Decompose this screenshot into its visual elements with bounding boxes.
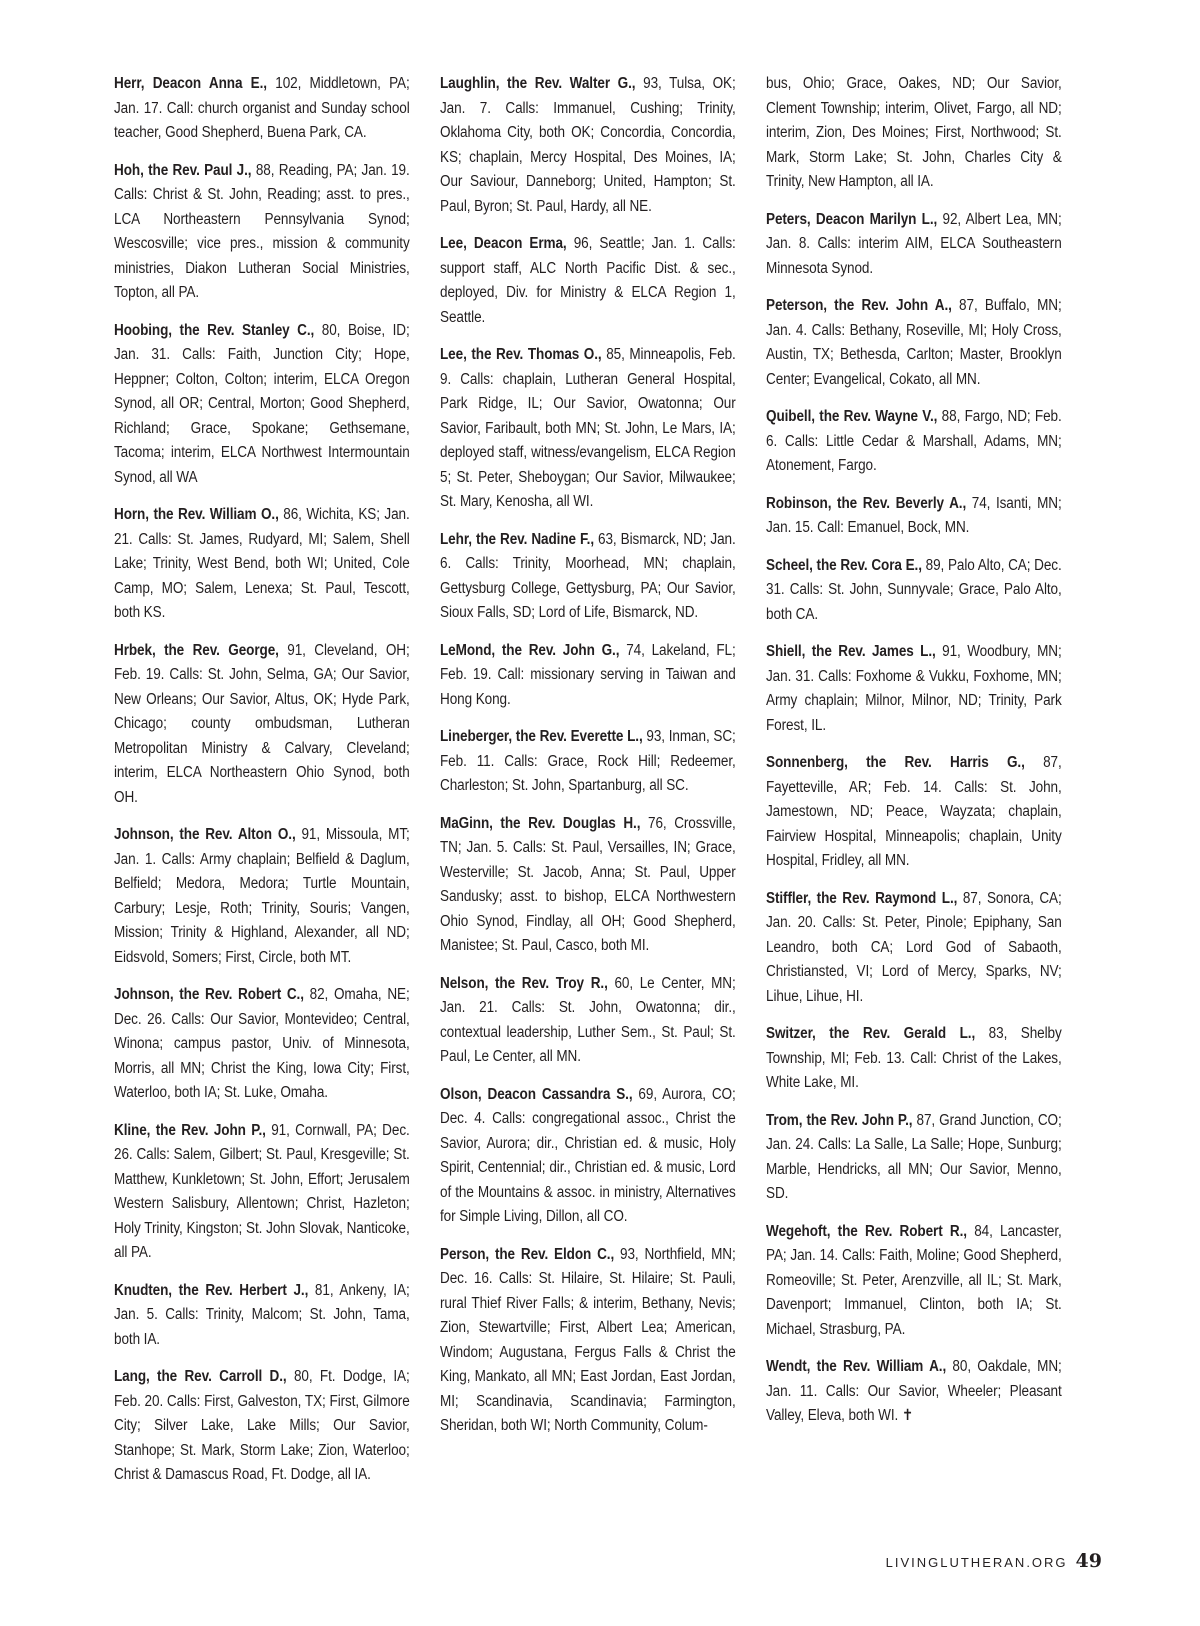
entry-details: 88, Fargo, ND; Feb. 6. Calls: Little Cedar & Marshall, Adams, MN; Atonement, Fargo. [766, 408, 1062, 474]
obituary-entry [440, 232, 736, 330]
entry-details: 76, Crossville, TN; Jan. 5. Calls: St. Paul, Versailles, IN; Grace, Westerville; St. Jacob, Anna; St. Paul, Upper Sandusky; asst. to bishop, ELCA Northwestern Ohio Synod, Findlay, all OH; Good Shepherd, Manistee; St. Paul, Casco, both MI. [440, 814, 736, 954]
obituary-entry [766, 72, 1062, 195]
obituary-column-3 [766, 72, 1062, 1442]
obituary-entry [440, 725, 736, 799]
entry-details: 83, Shelby Township, MI; Feb. 13. Call: Christ of the Lakes, White Lake, MI. [766, 1025, 1062, 1091]
obituary-column-1 [114, 72, 410, 1501]
entry-details: 89, Palo Alto, CA; Dec. 31. Calls: St. John, Sunnyvale; Grace, Palo Alto, both CA. [766, 556, 1062, 623]
entry-details: 91, Woodbury, MN; Jan. 31. Calls: Foxhome & Vukku, Foxhome, MN; Army chaplain; Milnor, Milnor, ND; Trinity, Park Forest, IL. [766, 643, 1062, 734]
obituary-entry [766, 640, 1062, 738]
entry-name: Scheel, the Rev. Cora E., [766, 556, 922, 574]
entry-name: Shiell, the Rev. James L., [766, 643, 936, 660]
obituary-entry [440, 528, 736, 626]
obituary-entry [440, 72, 736, 219]
entry-name: Hoh, the Rev. Paul J., [114, 161, 252, 179]
entry-name: Wendt, the Rev. William A., [766, 1358, 947, 1375]
entry-name: Lineberger, the Rev. Everette L., [440, 728, 643, 745]
obituary-entry [766, 294, 1062, 392]
entry-name: Wegehoft, the Rev. Robert R., [766, 1222, 967, 1240]
entry-details: 86, Wichita, KS; Jan. 21. Calls: St. James, Rudyard, MI; Salem, Shell Lake; Trinity, West Bend, both WI; United, Cole Camp, MO; Salem, Lenexa; St. Paul, Tescott, both KS. [114, 506, 410, 621]
entry-name: Horn, the Rev. William O., [114, 506, 279, 523]
obituary-entry [440, 1083, 736, 1230]
entry-name: Switzer, the Rev. Gerald L., [766, 1025, 976, 1042]
obituary-entry [766, 554, 1062, 628]
entry-name: Knudten, the Rev. Herbert J., [114, 1281, 309, 1299]
obituary-entry [114, 1279, 410, 1353]
entry-name: Person, the Rev. Eldon C., [440, 1245, 615, 1263]
entry-details: 93, Inman, SC; Feb. 11. Calls: Grace, Rock Hill; Redeemer, Charleston; St. John, Spartanburg, all SC. [440, 728, 736, 794]
entry-details: 87, Sonora, CA; Jan. 20. Calls: St. Peter, Pinole; Epiphany, San Leandro, both CA; Lord God of Sabaoth, Christiansted, VI; Lord of Mercy, Sparks, NV; Lihue, Lihue, HI. [766, 889, 1062, 1005]
entry-name: MaGinn, the Rev. Douglas H., [440, 814, 641, 832]
obituary-entry [114, 1365, 410, 1488]
obituary-entry [114, 159, 410, 306]
obituary-entry [114, 639, 410, 811]
obituary-entry [766, 405, 1062, 479]
entry-name: Peters, Deacon Marilyn L., [766, 210, 938, 228]
entry-name: Johnson, the Rev. Alton O., [114, 826, 296, 843]
entry-details: 60, Le Center, MN; Jan. 21. Calls: St. John, Owatonna; dir., contextual leadership, Luther Sem., St. Paul; St. Paul, Le Center, all MN. [440, 974, 736, 1065]
obituary-entry [440, 972, 736, 1070]
obituary-entry [766, 1109, 1062, 1207]
obituary-column-2 [440, 72, 736, 1452]
entry-details: 81, Ankeny, IA; Jan. 5. Calls: Trinity, Malcom; St. John, Tama, both IA. [114, 1281, 410, 1348]
page-footer [886, 1550, 1102, 1572]
obituary-entry [440, 639, 736, 713]
obituary-entry [440, 1243, 736, 1439]
entry-details: 74, Lakeland, FL; Feb. 19. Call: missionary serving in Taiwan and Hong Kong. [440, 641, 736, 708]
footer-website: LIVINGLUTHERAN.ORG [885, 1555, 1068, 1570]
obituary-entry [440, 343, 736, 515]
obituary-entry [114, 503, 410, 626]
obituary-entry [114, 319, 410, 491]
entry-name: Nelson, the Rev. Troy R., [440, 974, 608, 992]
entry-name: Sonnenberg, the Rev. Harris G., [766, 754, 1025, 771]
entry-name: Lang, the Rev. Carroll D., [114, 1368, 287, 1385]
entry-name: Stiffler, the Rev. Raymond L., [766, 889, 958, 907]
entry-name: Laughlin, the Rev. Walter G., [440, 75, 636, 92]
entry-details: 93, Tulsa, OK; Jan. 7. Calls: Immanuel, Cushing; Trinity, Oklahoma City, both OK; Concordia, Concordia, KS; chaplain, Mercy Hospital, Des Moines, IA; Our Saviour, Danneborg; United, Hampton; St. Paul, Byron; St. Paul, Hardy, all NE. [440, 75, 736, 215]
entry-details: 91, Cornwall, PA; Dec. 26. Calls: Salem, Gilbert; St. Paul, Kresgeville; St. Matthew, Kunkletown; St. John, Effort; Jerusalem Western Salisbury, Allentown; Christ, Hazleton; Holy Trinity, Kingston; St. John Slovak, Nanticoke, all PA. [114, 1121, 410, 1261]
obituary-entry [766, 1355, 1062, 1429]
entry-name: Trom, the Rev. John P., [766, 1111, 913, 1129]
obituary-entry [766, 887, 1062, 1010]
entry-details: 69, Aurora, CO; Dec. 4. Calls: congregational assoc., Christ the Savior, Aurora; dir., Christian ed. & music, Holy Spirit, Centennial; dir., Christian ed. & music, Lord of the Mountains & assoc. in ministry, Alternatives for Simple Living, Dillon, all CO. [440, 1085, 736, 1225]
entry-name: Hoobing, the Rev. Stanley C., [114, 321, 315, 339]
entry-details: 102, Middletown, PA; Jan. 17. Call: church organist and Sunday school teacher, Good Shepherd, Buena Park, CA. [114, 75, 410, 141]
entry-details: bus, Ohio; Grace, Oakes, ND; Our Savior, Clement Township; interim, Olivet, Fargo, all ND; interim, Zion, Des Moines; First, Northwood; St. Mark, Storm Lake; St. John, Charles City & Trinity, New Hampton, all IA. [766, 75, 1062, 190]
entry-details: 87, Grand Junction, CO; Jan. 24. Calls: La Salle, La Salle; Hope, Sunburg; Marble, Hendricks, all MN; Our Savior, Menno, SD. [766, 1111, 1062, 1202]
entry-details: 87, Buffalo, MN; Jan. 4. Calls: Bethany, Roseville, MI; Holy Cross, Austin, TX; Bethesda, Carlton; Master, Brooklyn Center; Evangelical, Cokato, all MN. [766, 297, 1062, 388]
obituary-entry [766, 208, 1062, 282]
entry-details: 85, Minneapolis, Feb. 9. Calls: chaplain, Lutheran General Hospital, Park Ridge, IL; Our Savior, Owatonna; Our Savior, Faribault, both MN; St. John, Le Mars, IA; deployed staff, witness/evangelism, ELCA Region 5; St. Peter, Sheboygan; Our Savior, Milwaukee; St. Mary, Kenosha, all WI. [440, 346, 736, 510]
entry-details: 91, Cleveland, OH; Feb. 19. Calls: St. John, Selma, GA; Our Savior, New Orleans; Our Savior, Altus, OK; Hyde Park, Chicago; county ombudsman, Lutheran Metropolitan Ministry & Calvary, Cleveland; interim, ELCA Northeastern Ohio Synod, both OH. [114, 641, 410, 806]
entry-name: Lee, the Rev. Thomas O., [440, 346, 602, 363]
entry-details: 87, Fayetteville, AR; Feb. 14. Calls: St. John, Jamestown, ND; Peace, Wayzata; chaplain, Fairview Hospital, Minneapolis; chaplain, Unity Hospital, Fridley, all MN. [766, 754, 1062, 869]
entry-details: 84, Lancaster, PA; Jan. 14. Calls: Faith, Moline; Good Shepherd, Romeoville; St. Peter, Arenzville, all IL; St. Mark, Davenport; Immanuel, Clinton, both IA; St. Michael, Strasburg, PA. [766, 1222, 1062, 1338]
entry-name: Kline, the Rev. John P., [114, 1121, 266, 1139]
page-number: 49 [1075, 1550, 1102, 1572]
entry-details: 88, Reading, PA; Jan. 19. Calls: Christ & St. John, Reading; asst. to pres., LCA Northeastern Pennsylvania Synod; Wescosville; vice pres., mission & community ministries, Diakon Lutheran Social Ministries, Topton, all PA. [114, 161, 410, 301]
obituary-entry [766, 1022, 1062, 1096]
obituary-entry [440, 812, 736, 959]
entry-name: Olson, Deacon Cassandra S., [440, 1085, 633, 1103]
entry-details: 74, Isanti, MN; Jan. 15. Call: Emanuel, Bock, MN. [766, 494, 1062, 536]
entry-details: 63, Bismarck, ND; Jan. 6. Calls: Trinity, Moorhead, MN; chaplain, Gettysburg College, Gettysburg, PA; Our Savior, Sioux Falls, SD; Lord of Life, Bismarck, ND. [440, 530, 736, 621]
entry-details: 96, Seattle; Jan. 1. Calls: support staff, ALC North Pacific Dist. & sec., deployed, Div. for Ministry & ELCA Region 1, Seattle. [440, 235, 736, 326]
entry-name: Quibell, the Rev. Wayne V., [766, 408, 938, 425]
entry-name: Herr, Deacon Anna E., [114, 75, 267, 92]
entry-details: 80, Boise, ID; Jan. 31. Calls: Faith, Junction City; Hope, Heppner; Colton, Colton; interim, ELCA Oregon Synod, all OR; Central, Morton; Good Shepherd, Richland; Grace, Spokane; Gethsemane, Tacoma; interim, ELCA Northwest Intermountain Synod, all WA [114, 321, 410, 486]
obituary-entry [114, 823, 410, 970]
entry-details: 92, Albert Lea, MN; Jan. 8. Calls: interim AIM, ELCA Southeastern Minnesota Synod. [766, 210, 1062, 277]
entry-details: 91, Missoula, MT; Jan. 1. Calls: Army chaplain; Belfield & Daglum, Belfield; Medora, Medora; Turtle Mountain, Carbury; Lesje, Roth; Trinity, Souris; Vangen, Mission; Trinity & Highland, Alexander, all ND; Eidsvold, Somers; First, Circle, both MT. [114, 826, 410, 966]
entry-name: Lee, Deacon Erma, [440, 235, 567, 252]
obituary-entry [766, 492, 1062, 541]
entry-details: 93, Northfield, MN; Dec. 16. Calls: St. Hilaire, St. Hilaire; St. Pauli, rural Thief River Falls; & interim, Bethany, Nevis; Zion, Stewartville; First, Albert Lea; American, Windom; Augustana, Fergus Falls & Christ the King, Mankato, all MN; East Jordan, East Jordan, MI; Scandinavia, Scandinavia; Farmington, Sheridan, both WI; North Community, Colum- [440, 1245, 736, 1434]
entry-name: Peterson, the Rev. John A., [766, 297, 952, 314]
entry-name: Robinson, the Rev. Beverly A., [766, 494, 967, 512]
entry-details: 80, Ft. Dodge, IA; Feb. 20. Calls: First, Galveston, TX; First, Gilmore City; Silver Lake, Lake Mills; Our Savior, Stanhope; St. Mark, Storm Lake; Zion, Waterloo; Christ & Damascus Road, Ft. Dodge, all IA. [114, 1368, 410, 1483]
obituary-entry [766, 751, 1062, 874]
entry-details: 80, Oakdale, MN; Jan. 11. Calls: Our Savior, Wheeler; Pleasant Valley, Eleva, both WI. ✝ [766, 1358, 1062, 1424]
entry-details: 82, Omaha, NE; Dec. 26. Calls: Our Savior, Montevideo; Central, Winona; campus pastor, Univ. of Minnesota, Morris, all MN; Christ the King, Iowa City; First, Waterloo, both IA; St. Luke, Omaha. [114, 986, 410, 1101]
entry-name: LeMond, the Rev. John G., [440, 641, 620, 659]
obituary-entry [114, 1119, 410, 1266]
obituary-entry [766, 1220, 1062, 1343]
obituary-entry [114, 72, 410, 146]
entry-name: Lehr, the Rev. Nadine F., [440, 530, 595, 548]
entry-name: Johnson, the Rev. Robert C., [114, 986, 304, 1003]
obituary-entry [114, 983, 410, 1106]
entry-name: Hrbek, the Rev. George, [114, 641, 279, 659]
